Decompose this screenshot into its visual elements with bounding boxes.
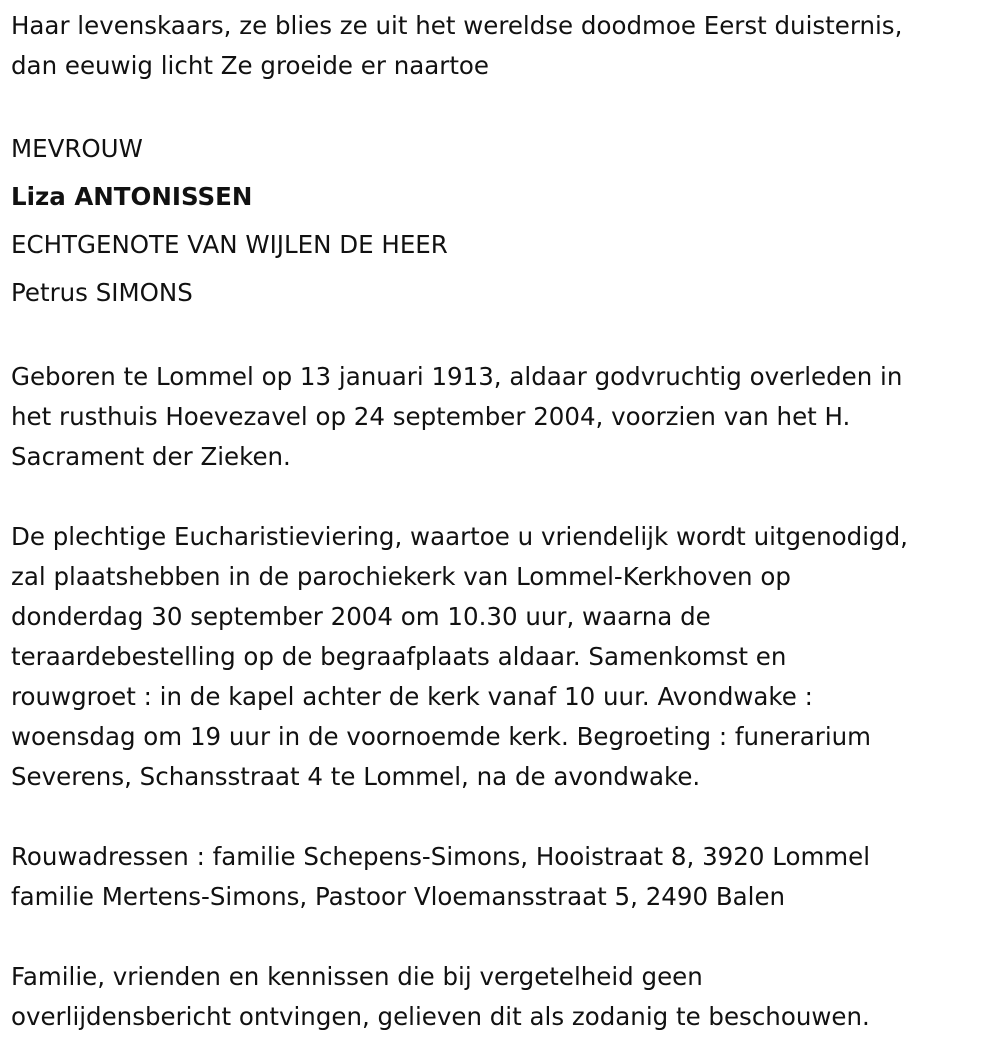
text-line: teraardebestelling op de begraafplaats aldaar. Samenkomst en bbox=[11, 642, 787, 671]
text-line: zal plaatshebben in de parochiekerk van Lommel-Kerkhoven op bbox=[11, 562, 791, 591]
text-line: Geboren te Lommel op 13 januari 1913, aldaar godvruchtig overleden in bbox=[11, 362, 903, 391]
text-line: Familie, vrienden en kennissen die bij vergetelheid geen bbox=[11, 962, 703, 991]
text-line: familie Mertens-Simons, Pastoor Vloemansstraat 5, 2490 Balen bbox=[11, 882, 786, 911]
ceremony-paragraph bbox=[11, 517, 990, 797]
verse-line: dan eeuwig licht Ze groeide er naartoe bbox=[11, 51, 489, 80]
deceased-block bbox=[11, 125, 990, 317]
memorial-verse bbox=[11, 0, 990, 86]
text-line: rouwgroet : in de kapel achter de kerk vanaf 10 uur. Avondwake : bbox=[11, 682, 813, 711]
relation-line: ECHTGENOTE VAN WIJLEN DE HEER bbox=[11, 230, 448, 259]
deceased-name: Liza ANTONISSEN bbox=[11, 182, 253, 211]
verse-line: Haar levenskaars, ze blies ze uit het wereldse doodmoe Eerst duisternis, bbox=[11, 11, 903, 40]
addresses-paragraph bbox=[11, 837, 990, 917]
text-line: donderdag 30 september 2004 om 10.30 uur, waarna de bbox=[11, 602, 711, 631]
text-line: het rusthuis Hoevezavel op 24 september 2004, voorzien van het H. bbox=[11, 402, 851, 431]
text-line: woensdag om 19 uur in de voornoemde kerk. Begroeting : funerarium bbox=[11, 722, 872, 751]
text-line: Rouwadressen : familie Schepens-Simons, Hooistraat 8, 3920 Lommel bbox=[11, 842, 871, 871]
text-line: De plechtige Eucharistieviering, waartoe u vriendelijk wordt uitgenodigd, bbox=[11, 522, 908, 551]
closing-paragraph bbox=[11, 957, 990, 1037]
text-line: overlijdensbericht ontvingen, gelieven dit als zodanig te beschouwen. bbox=[11, 1002, 870, 1031]
birth-death-paragraph bbox=[11, 357, 990, 477]
salutation: MEVROUW bbox=[11, 134, 143, 163]
text-line: Severens, Schansstraat 4 te Lommel, na de avondwake. bbox=[11, 762, 701, 791]
spouse-name: Petrus SIMONS bbox=[11, 278, 193, 307]
text-line: Sacrament der Zieken. bbox=[11, 442, 291, 471]
